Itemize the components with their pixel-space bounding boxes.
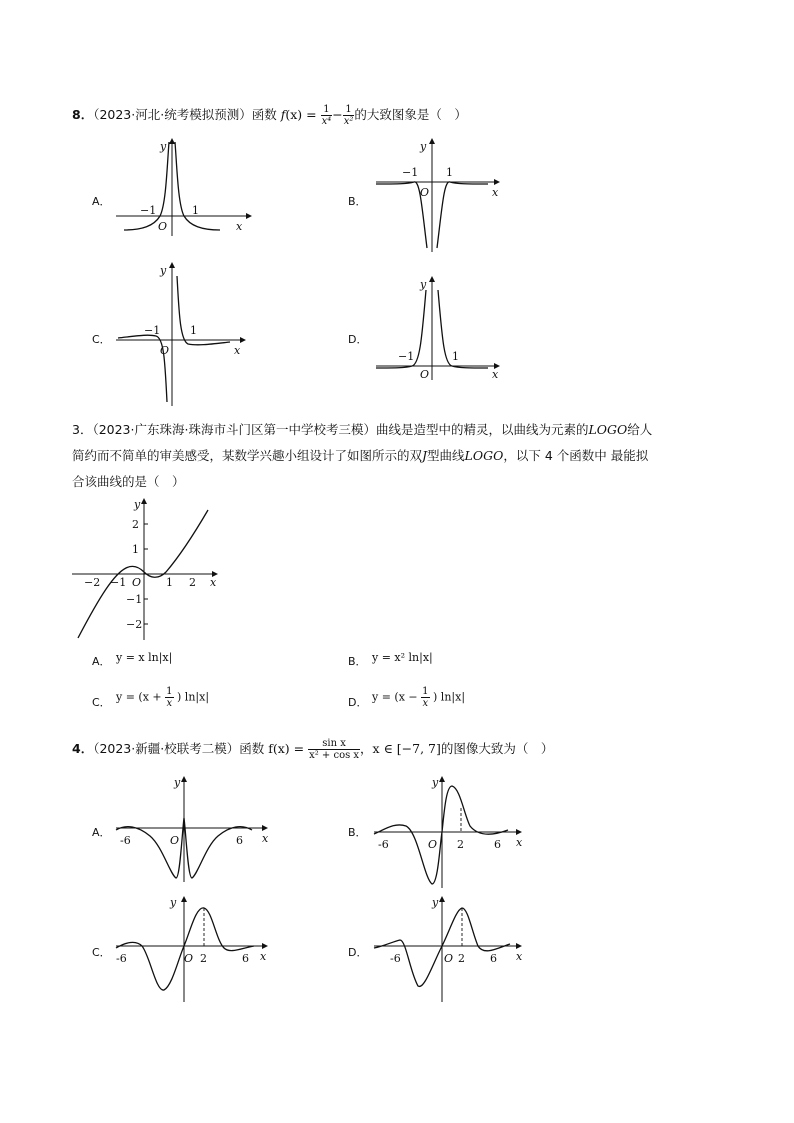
label-origin: O — [132, 576, 142, 589]
q3-stem-line3 — [72, 472, 185, 490]
q8-minus: − — [332, 107, 343, 122]
y-axis-arrow — [141, 498, 147, 504]
q8-stem — [72, 104, 467, 127]
label-y: y — [432, 776, 439, 789]
label-left: -6 — [116, 952, 127, 965]
label-x: x — [492, 186, 499, 199]
label-mark: 2 — [200, 952, 207, 965]
y-axis-arrow — [169, 262, 175, 268]
q3-logo-2: LOGO — [464, 448, 504, 463]
label-origin: O — [184, 952, 194, 965]
label-pos: 1 — [446, 166, 453, 179]
q4-domain: ，x ∈ [−7, 7] — [360, 741, 441, 756]
label-y: y — [432, 896, 439, 909]
label-mark: 2 — [457, 838, 464, 851]
q8-func-name: f — [280, 107, 286, 122]
label-origin: O — [160, 344, 170, 357]
q8-graph-b — [372, 138, 502, 254]
q3-option-d-label[interactable]: D． — [348, 696, 368, 709]
curve — [374, 786, 508, 884]
q3-line3: 合该曲线的是（ ） — [72, 474, 185, 489]
q4-option-a-label[interactable]: A． — [92, 826, 111, 839]
label-x: x — [260, 950, 267, 963]
q3-option-b-label[interactable]: B． — [348, 655, 367, 668]
q3-option-c-label[interactable]: C． — [92, 696, 111, 709]
q8-graph-c — [112, 262, 252, 408]
label-neg: −1 — [402, 166, 419, 179]
label-x: x — [210, 576, 217, 589]
label-y: y — [420, 278, 427, 291]
label-right: 6 — [494, 838, 501, 851]
y-axis-arrow — [429, 276, 435, 282]
label-left: -6 — [378, 838, 389, 851]
label-origin: O — [420, 186, 430, 199]
q4-option-d-label[interactable]: D． — [348, 946, 368, 959]
q4-func: f(x) = — [268, 741, 305, 756]
tick-y-2: 2 — [132, 518, 139, 531]
q3-d-fraction: $\frac{1}{x}$ — [422, 686, 429, 709]
tick-x-2: 2 — [189, 576, 196, 589]
y-axis-arrow — [181, 776, 187, 782]
label-origin: O — [428, 838, 438, 851]
q3-j: J — [422, 448, 428, 463]
q8-fraction-2: $\frac{1}{\text{x²}}$ — [343, 104, 354, 127]
q3-line2b: 型曲线 — [427, 448, 465, 463]
y-axis-arrow — [429, 138, 435, 144]
q3-c-fraction: $\frac{1}{x}$ — [166, 686, 173, 709]
tick-x-neg1: −1 — [110, 576, 127, 589]
q3-graph — [70, 496, 220, 642]
label-y: y — [134, 498, 141, 511]
label-right: 6 — [490, 952, 497, 965]
curve — [437, 182, 488, 248]
q3-option-a-label[interactable]: A． — [92, 655, 111, 668]
q3-line2c: ，以下 4 个函数中 最能拟 — [503, 448, 649, 463]
label-origin: O — [420, 368, 430, 381]
label-pos: 1 — [192, 204, 199, 217]
label-y: y — [160, 140, 167, 153]
label-x: x — [262, 832, 269, 845]
label-left: -6 — [390, 952, 401, 965]
label-neg: −1 — [398, 350, 415, 363]
curve — [116, 908, 254, 990]
tick-x-1: 1 — [166, 576, 173, 589]
y-axis-arrow — [439, 896, 445, 902]
q4-graph-d — [370, 894, 530, 1004]
q3-d-post: ) ln|x| — [433, 690, 466, 704]
label-right: 6 — [236, 834, 243, 847]
q8-fraction-1: $\frac{1}{\text{x⁴}}$ — [321, 104, 332, 127]
q4-tail: 的图像大致为（ ） — [440, 741, 554, 756]
x-axis-arrow — [516, 943, 522, 949]
q3-stem-line1 — [72, 420, 652, 438]
label-y: y — [170, 896, 177, 909]
q8-option-b-label[interactable]: B． — [348, 195, 367, 208]
label-neg: −1 — [144, 324, 161, 337]
label-x: x — [492, 368, 499, 381]
q8-number: 8． — [72, 107, 94, 122]
label-y: y — [174, 776, 181, 789]
q4-source: （2023·新疆·校联考二模）函数 — [93, 741, 265, 756]
label-right: 6 — [242, 952, 249, 965]
x-axis-arrow — [516, 829, 522, 835]
q4-stem — [72, 738, 553, 761]
x-axis-arrow — [494, 179, 500, 185]
q4-graph-c — [112, 894, 272, 1004]
q8-tail: 的大致图象是（ ） — [354, 107, 467, 122]
tick-y-1: 1 — [132, 543, 139, 556]
curve — [177, 276, 230, 345]
label-origin: O — [158, 220, 168, 233]
q8-option-d-label[interactable]: D． — [348, 333, 368, 346]
q3-option-b-expr: y = x² ln|x| — [372, 651, 433, 664]
label-left: -6 — [120, 834, 131, 847]
tick-x-neg2: −2 — [84, 576, 101, 589]
q4-number: 4． — [72, 741, 94, 756]
label-origin: O — [170, 834, 180, 847]
x-axis-arrow — [262, 825, 268, 831]
q3-d-pre: y = (x − — [372, 690, 418, 704]
label-pos: 1 — [190, 324, 197, 337]
label-mark: 2 — [458, 952, 465, 965]
label-neg: −1 — [140, 204, 157, 217]
y-axis-arrow — [181, 896, 187, 902]
q3-line1: 3．（2023·广东珠海·珠海市斗门区第一中学校考三模）曲线是造型中的精灵，以曲线为元素的 — [72, 422, 589, 437]
q8-graph-d — [372, 276, 502, 382]
q8-option-a-label[interactable]: A． — [92, 195, 111, 208]
q4-graph-b — [370, 774, 530, 890]
q4-graph-a — [112, 774, 272, 884]
q8-graph-a — [112, 138, 252, 238]
label-origin: O — [444, 952, 454, 965]
y-axis-arrow — [169, 138, 175, 144]
label-x: x — [234, 344, 241, 357]
q3-stem-line2 — [72, 446, 648, 464]
q3-option-a-expr: y = x ln|x| — [116, 651, 173, 664]
q3-line2a: 简约而不简单的审美感受，某数学兴趣小组设计了如图所示的双 — [72, 448, 423, 463]
tick-y-neg1: −1 — [126, 593, 143, 606]
q3-line1b: 给人 — [627, 422, 653, 437]
label-x: x — [516, 836, 523, 849]
label-x: x — [516, 950, 523, 963]
q8-source: （2023·河北·统考模拟预测）函数 — [93, 107, 277, 122]
label-pos: 1 — [452, 350, 459, 363]
tick-y-neg2: −2 — [126, 618, 143, 631]
q4-fraction: $\frac{\text{sin x}}{\text{x² + cos x}}$ — [309, 738, 360, 761]
q3-c-pre: y = (x + — [116, 690, 162, 704]
y-axis-arrow — [439, 776, 445, 782]
curve — [438, 290, 488, 368]
q4-option-b-label[interactable]: B． — [348, 826, 367, 839]
x-axis-arrow — [262, 943, 268, 949]
x-axis-arrow — [246, 213, 252, 219]
label-y: y — [420, 140, 427, 153]
x-axis-arrow — [240, 337, 246, 343]
label-x: x — [236, 220, 243, 233]
q8-option-c-label[interactable]: C． — [92, 333, 111, 346]
q3-option-c-expr — [116, 686, 209, 709]
q8-func-arg: (x) = — [285, 107, 317, 122]
q3-logo-1: LOGO — [588, 422, 628, 437]
q4-option-c-label[interactable]: C． — [92, 946, 111, 959]
q3-c-post: ) ln|x| — [177, 690, 210, 704]
label-y: y — [160, 264, 167, 277]
q3-option-d-expr — [372, 686, 465, 709]
